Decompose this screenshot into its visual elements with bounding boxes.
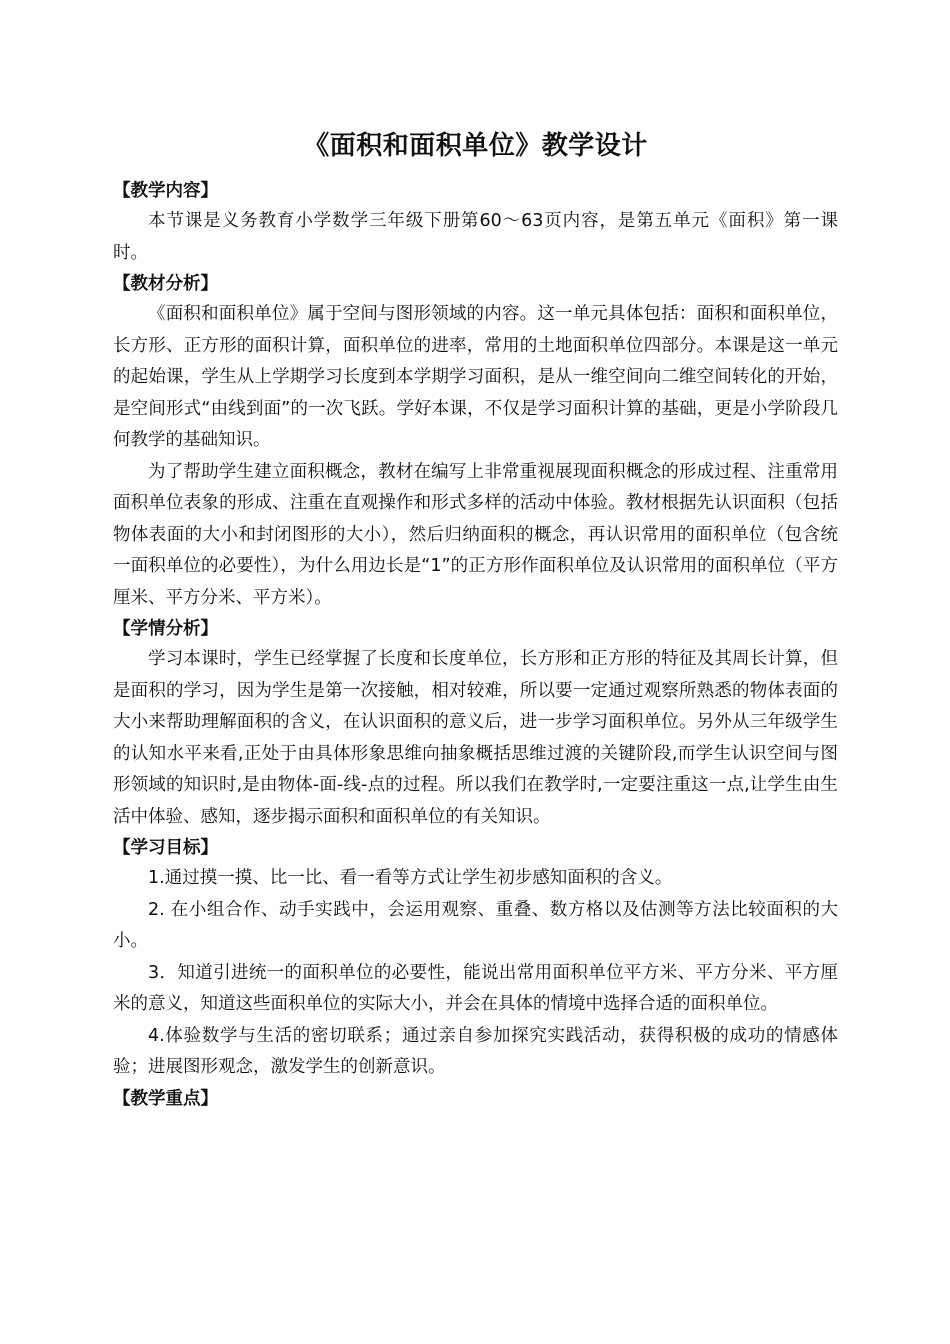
section-paragraph: 学习本课时，学生已经掌握了长度和长度单位，长方形和正方形的特征及其周长计算，但是面积的学习，因为学生是第一次接触，相对较难，所以要一定通过观察所熟悉的物体表面的大小来帮助理解面积的含义，在认识面积的意义后，进一步学习面积单位。另外从三年级学生的认知水平来看,正处于由具体形象思维向抽象概括思维过渡的关键阶段,而学生认识空间与图形领域的知识时,是由物体-面-线-点的过程。所以我们在教学时,一定要注重这一点,让学生由生活中体验、感知，逐步揭示面积和面积单位的有关知识。 [113,649,838,827]
section-paragraph: 《面积和面积单位》属于空间与图形领域的内容。这一单元具体包括：面积和面积单位，长方形、正方形的面积计算，面积单位的进率，常用的土地面积单位四部分。本课是这一单元的起始课，学生从上学期学习长度到本学期学习面积，是从一维空间向二维空间转化的开始，是空间形式“由线到面”的一次飞跃。学好本课，不仅是学习面积计算的基础，更是小学阶段几何教学的基础知识。 [113,304,838,450]
document-title: 《面积和面积单位》教学设计 [303,131,648,161]
section-heading-teaching-focus: 【教学重点】 [113,1088,218,1109]
section-heading-textbook-analysis: 【教材分析】 [113,274,218,294]
section-heading-content: 【教学内容】 [113,181,218,201]
section-heading-student-analysis: 【学情分析】 [113,619,218,639]
goal-item: 1.通过摸一摸、比一比、看一看等方式让学生初步感知面积的含义。 [148,868,673,888]
section-heading-learning-goals: 【学习目标】 [113,838,218,858]
section-paragraph: 为了帮助学生建立面积概念，教材在编写上非常重视展现面积概念的形成过程、注重常用面积单位表象的形成、注重在直观操作和形式多样的活动中体验。教材根据先认识面积（包括物体表面的大小和封闭图形的大小），然后归纳面积的概念，再认识常用的面积单位（包含统一面积单位的必要性），为什么用边长是“1”的正方形作面积单位及认识常用的面积单位（平方厘米、平方分米、平方米）。 [113,461,838,608]
goal-item: 3．知道引进统一的面积单位的必要性，能说出常用面积单位平方米、平方分米、平方厘米的意义，知道这些面积单位的实际大小，并会在具体的情境中选择合适的面积单位。 [113,962,838,1014]
goal-item: 2. 在小组合作、动手实践中，会运用观察、重叠、数方格以及估测等方法比较面积的大小。 [113,899,838,951]
goal-item: 4.体验数学与生活的密切联系；通过亲自参加探究实践活动，获得积极的成功的情感体验；进展图形观念，激发学生的创新意识。 [113,1025,838,1077]
section-paragraph: 本节课是义务教育小学数学三年级下册第60～63页内容，是第五单元《面积》第一课时。 [113,211,838,263]
